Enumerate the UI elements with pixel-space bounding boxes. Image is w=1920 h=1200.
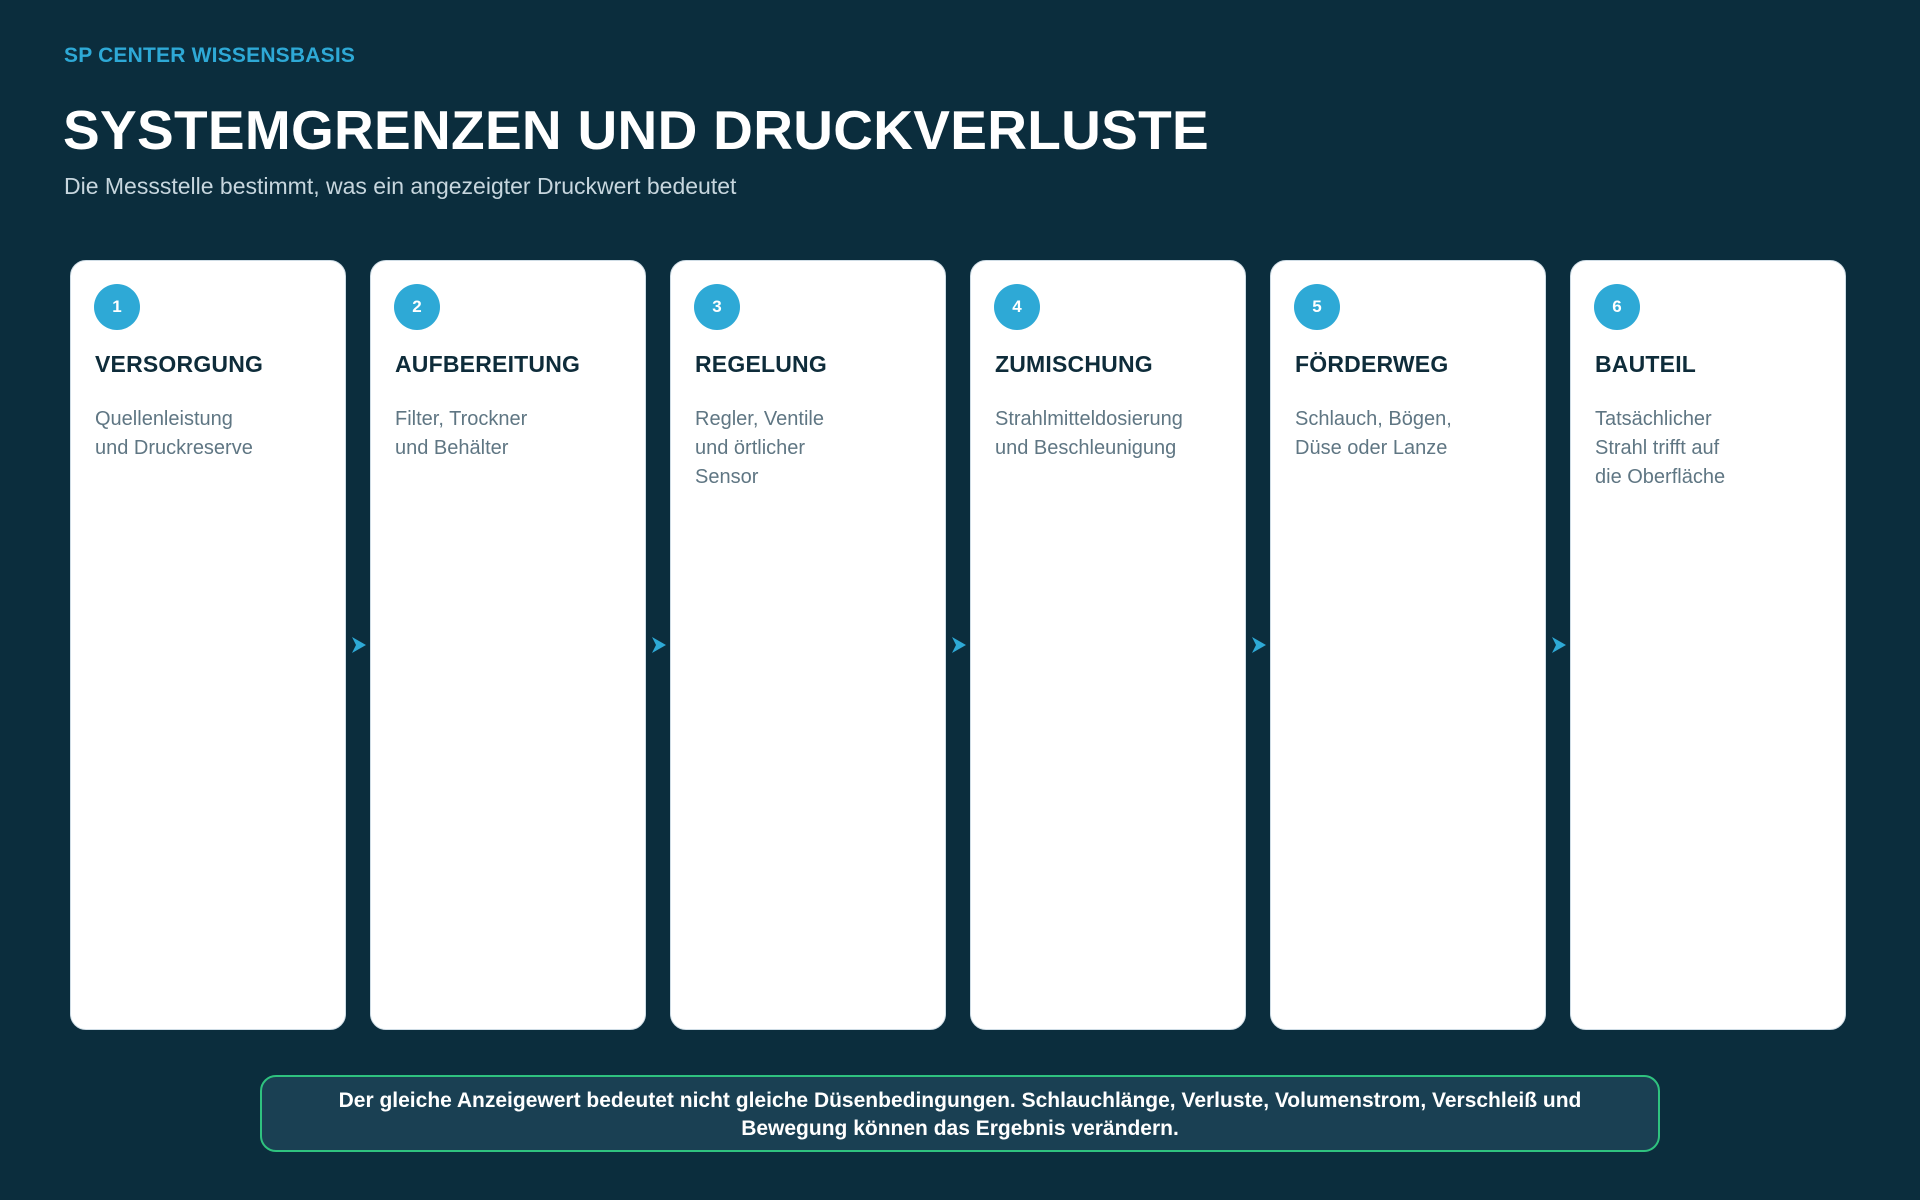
step-description-line: Strahlmitteldosierung xyxy=(995,408,1183,430)
step-description-line: und örtlicher xyxy=(695,437,806,459)
step-number-badge: 3 xyxy=(694,284,740,330)
step-card-5 xyxy=(1270,260,1546,1030)
info-note xyxy=(260,1075,1660,1152)
step-description xyxy=(1595,405,1835,492)
step-description-line: Schlauch, Bögen, xyxy=(1295,408,1452,430)
step-description-line: Düse oder Lanze xyxy=(1295,437,1448,459)
step-number-badge: 6 xyxy=(1594,284,1640,330)
step-description-line: Tatsächlicher xyxy=(1595,408,1712,430)
eyebrow-label: SP CENTER WISSENSBASIS xyxy=(64,44,356,67)
step-description-line: Filter, Trockner xyxy=(395,408,528,430)
step-card-4 xyxy=(970,260,1246,1030)
flow-arrow-icon xyxy=(950,634,968,656)
step-number-badge: 5 xyxy=(1294,284,1340,330)
flow-arrow-icon xyxy=(650,634,668,656)
step-card-3 xyxy=(670,260,946,1030)
step-description-line: Quellenleistung xyxy=(95,408,233,430)
step-description-line: die Oberfläche xyxy=(1595,466,1726,488)
step-description-line: und Beschleunigung xyxy=(995,437,1177,459)
flow-arrow-icon xyxy=(1250,634,1268,656)
step-number-badge: 4 xyxy=(994,284,1040,330)
step-description-line: Strahl trifft auf xyxy=(1595,437,1720,459)
step-description xyxy=(395,405,635,463)
step-title: AUFBEREITUNG xyxy=(395,351,581,377)
step-description xyxy=(695,405,935,492)
step-title: ZUMISCHUNG xyxy=(995,351,1153,377)
info-note-text: Der gleiche Anzeigewert bedeutet nicht gleiche Düsenbedingungen. Schlauchlänge, Verluste, Volumenstrom, Verschleiß und Bewegung können das Ergebnis verändern. xyxy=(338,1089,1582,1140)
flow-arrow-icon xyxy=(350,634,368,656)
page-title: SYSTEMGRENZEN UND DRUCKVERLUSTE xyxy=(63,99,1210,161)
step-card-2 xyxy=(370,260,646,1030)
flow-arrow-icon xyxy=(1550,634,1568,656)
step-description xyxy=(95,405,335,463)
step-description-line: und Behälter xyxy=(395,437,509,459)
step-description-line: Sensor xyxy=(695,466,759,488)
step-description xyxy=(995,405,1235,463)
step-card-1 xyxy=(70,260,346,1030)
step-title: FÖRDERWEG xyxy=(1295,351,1449,377)
step-number-badge: 2 xyxy=(394,284,440,330)
step-description-line: und Druckreserve xyxy=(95,437,253,459)
step-description xyxy=(1295,405,1535,463)
step-title: REGELUNG xyxy=(695,351,827,377)
step-title: BAUTEIL xyxy=(1595,351,1697,377)
step-title: VERSORGUNG xyxy=(95,351,264,377)
step-description-line: Regler, Ventile xyxy=(695,408,824,430)
step-number-badge: 1 xyxy=(94,284,140,330)
page-subtitle: Die Messstelle bestimmt, was ein angezeigter Druckwert bedeutet xyxy=(64,173,737,199)
step-card-6 xyxy=(1570,260,1846,1030)
